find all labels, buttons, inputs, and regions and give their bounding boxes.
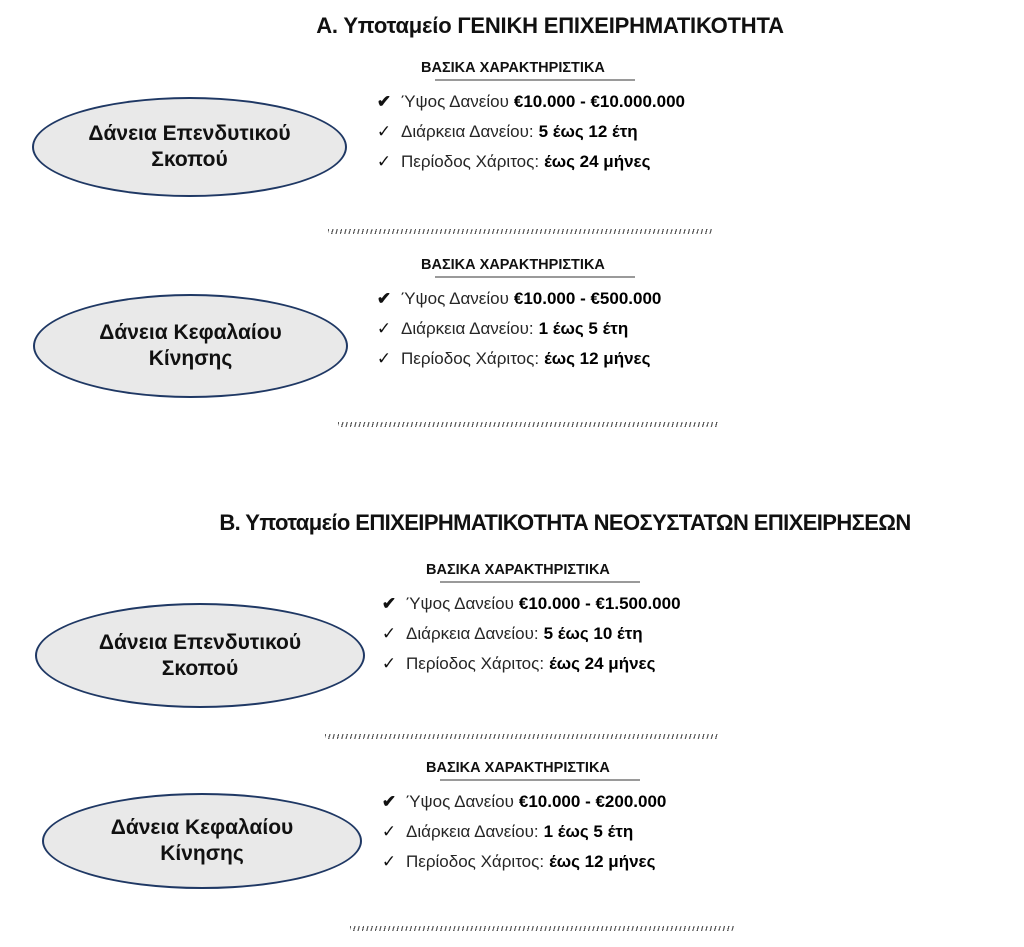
feature-value: έως 24 μήνες — [549, 654, 656, 673]
feature-label: Ύψος Δανείου — [406, 792, 514, 811]
divider — [338, 422, 718, 427]
check-icon: ✓ — [376, 319, 392, 338]
check-icon: ✓ — [381, 852, 397, 871]
feature-item — [378, 847, 666, 877]
feature-label: Περίοδος Χάριτος: — [406, 654, 545, 673]
feature-label: Ύψος Δανείου — [401, 92, 509, 111]
feature-value: έως 12 μήνες — [544, 349, 651, 368]
feature-value: 5 έως 12 έτη — [538, 122, 638, 141]
feature-item — [378, 589, 681, 619]
characteristics-header: ΒΑΣΙΚΑ ΧΑΡΑΚΤΗΡΙΣΤΙΚΑ — [426, 760, 610, 776]
characteristics-block-a2 — [373, 257, 661, 374]
feature-value: έως 24 μήνες — [544, 152, 651, 171]
section-b-title: Β. Υποταμείο ΕΠΙΧΕΙΡΗΜΑΤΙΚΟΤΗΤΑ ΝΕΟΣΥΣΤΑΤΩΝ ΕΠΙΧΕΙΡΗΣΕΩΝ — [219, 510, 911, 535]
check-icon: ✔ — [381, 594, 397, 613]
feature-item — [378, 787, 666, 817]
check-icon: ✓ — [376, 152, 392, 171]
feature-value: 5 έως 10 έτη — [543, 624, 643, 643]
header-underline — [440, 779, 640, 781]
check-icon: ✓ — [381, 624, 397, 643]
feature-value: 1 έως 5 έτη — [538, 319, 629, 338]
loan-type-label: Δάνεια Κεφαλαίου Κίνησης — [99, 321, 282, 370]
feature-value: €10.000 - €1.500.000 — [518, 594, 681, 613]
feature-label: Διάρκεια Δανείου: — [406, 822, 539, 841]
feature-label: Περίοδος Χάριτος: — [401, 152, 540, 171]
feature-item — [373, 117, 685, 147]
feature-list — [378, 589, 681, 679]
feature-label: Περίοδος Χάριτος: — [406, 852, 545, 871]
feature-value: €10.000 - €200.000 — [518, 792, 667, 811]
characteristics-block-b1 — [378, 562, 681, 679]
header-underline — [435, 276, 635, 278]
characteristics-header: ΒΑΣΙΚΑ ΧΑΡΑΚΤΗΡΙΣΤΙΚΑ — [421, 60, 605, 76]
check-icon: ✓ — [381, 822, 397, 841]
characteristics-header: ΒΑΣΙΚΑ ΧΑΡΑΚΤΗΡΙΣΤΙΚΑ — [421, 257, 605, 273]
loan-type-label: Δάνεια Επενδυτικού Σκοπού — [88, 122, 291, 171]
loan-type-ellipse-investment-b — [35, 603, 365, 708]
divider — [328, 229, 713, 234]
feature-item — [373, 147, 685, 177]
check-icon: ✓ — [376, 122, 392, 141]
feature-item — [378, 817, 666, 847]
feature-value: €10.000 - €10.000.000 — [513, 92, 685, 111]
characteristics-header: ΒΑΣΙΚΑ ΧΑΡΑΚΤΗΡΙΣΤΙΚΑ — [426, 562, 610, 578]
feature-label: Ύψος Δανείου — [406, 594, 514, 613]
loan-type-label: Δάνεια Κεφαλαίου Κίνησης — [110, 816, 294, 865]
feature-item — [378, 619, 681, 649]
characteristics-block-a1 — [373, 60, 685, 177]
loan-type-ellipse-working-capital-b — [42, 793, 362, 889]
check-icon: ✓ — [376, 349, 392, 368]
feature-value: 1 έως 5 έτη — [543, 822, 634, 841]
feature-label: Διάρκεια Δανείου: — [406, 624, 539, 643]
divider — [350, 926, 734, 931]
loan-type-label: Δάνεια Επενδυτικού Σκοπού — [98, 630, 302, 680]
feature-label: Περίοδος Χάριτος: — [401, 349, 540, 368]
feature-list — [373, 284, 661, 374]
section-a-title: Α. Υποταμείο ΓΕΝΙΚΗ ΕΠΙΧΕΙΡΗΜΑΤΙΚΟΤΗΤΑ — [316, 13, 784, 38]
feature-item — [373, 87, 685, 117]
feature-item — [373, 314, 661, 344]
feature-item — [373, 344, 661, 374]
feature-value: €10.000 - €500.000 — [513, 289, 662, 308]
loan-type-ellipse-investment-a — [32, 97, 347, 197]
feature-label: Διάρκεια Δανείου: — [401, 319, 534, 338]
header-underline — [435, 79, 635, 81]
loan-type-ellipse-working-capital-a — [33, 294, 348, 398]
feature-item — [373, 284, 661, 314]
feature-list — [378, 787, 666, 877]
characteristics-block-b2 — [378, 760, 666, 877]
divider — [325, 734, 718, 739]
header-underline — [440, 581, 640, 583]
check-icon: ✔ — [376, 92, 392, 111]
feature-list — [373, 87, 685, 177]
check-icon: ✓ — [381, 654, 397, 673]
check-icon: ✔ — [376, 289, 392, 308]
check-icon: ✔ — [381, 792, 397, 811]
feature-value: έως 12 μήνες — [549, 852, 656, 871]
feature-label: Διάρκεια Δανείου: — [401, 122, 534, 141]
feature-item — [378, 649, 681, 679]
feature-label: Ύψος Δανείου — [401, 289, 509, 308]
